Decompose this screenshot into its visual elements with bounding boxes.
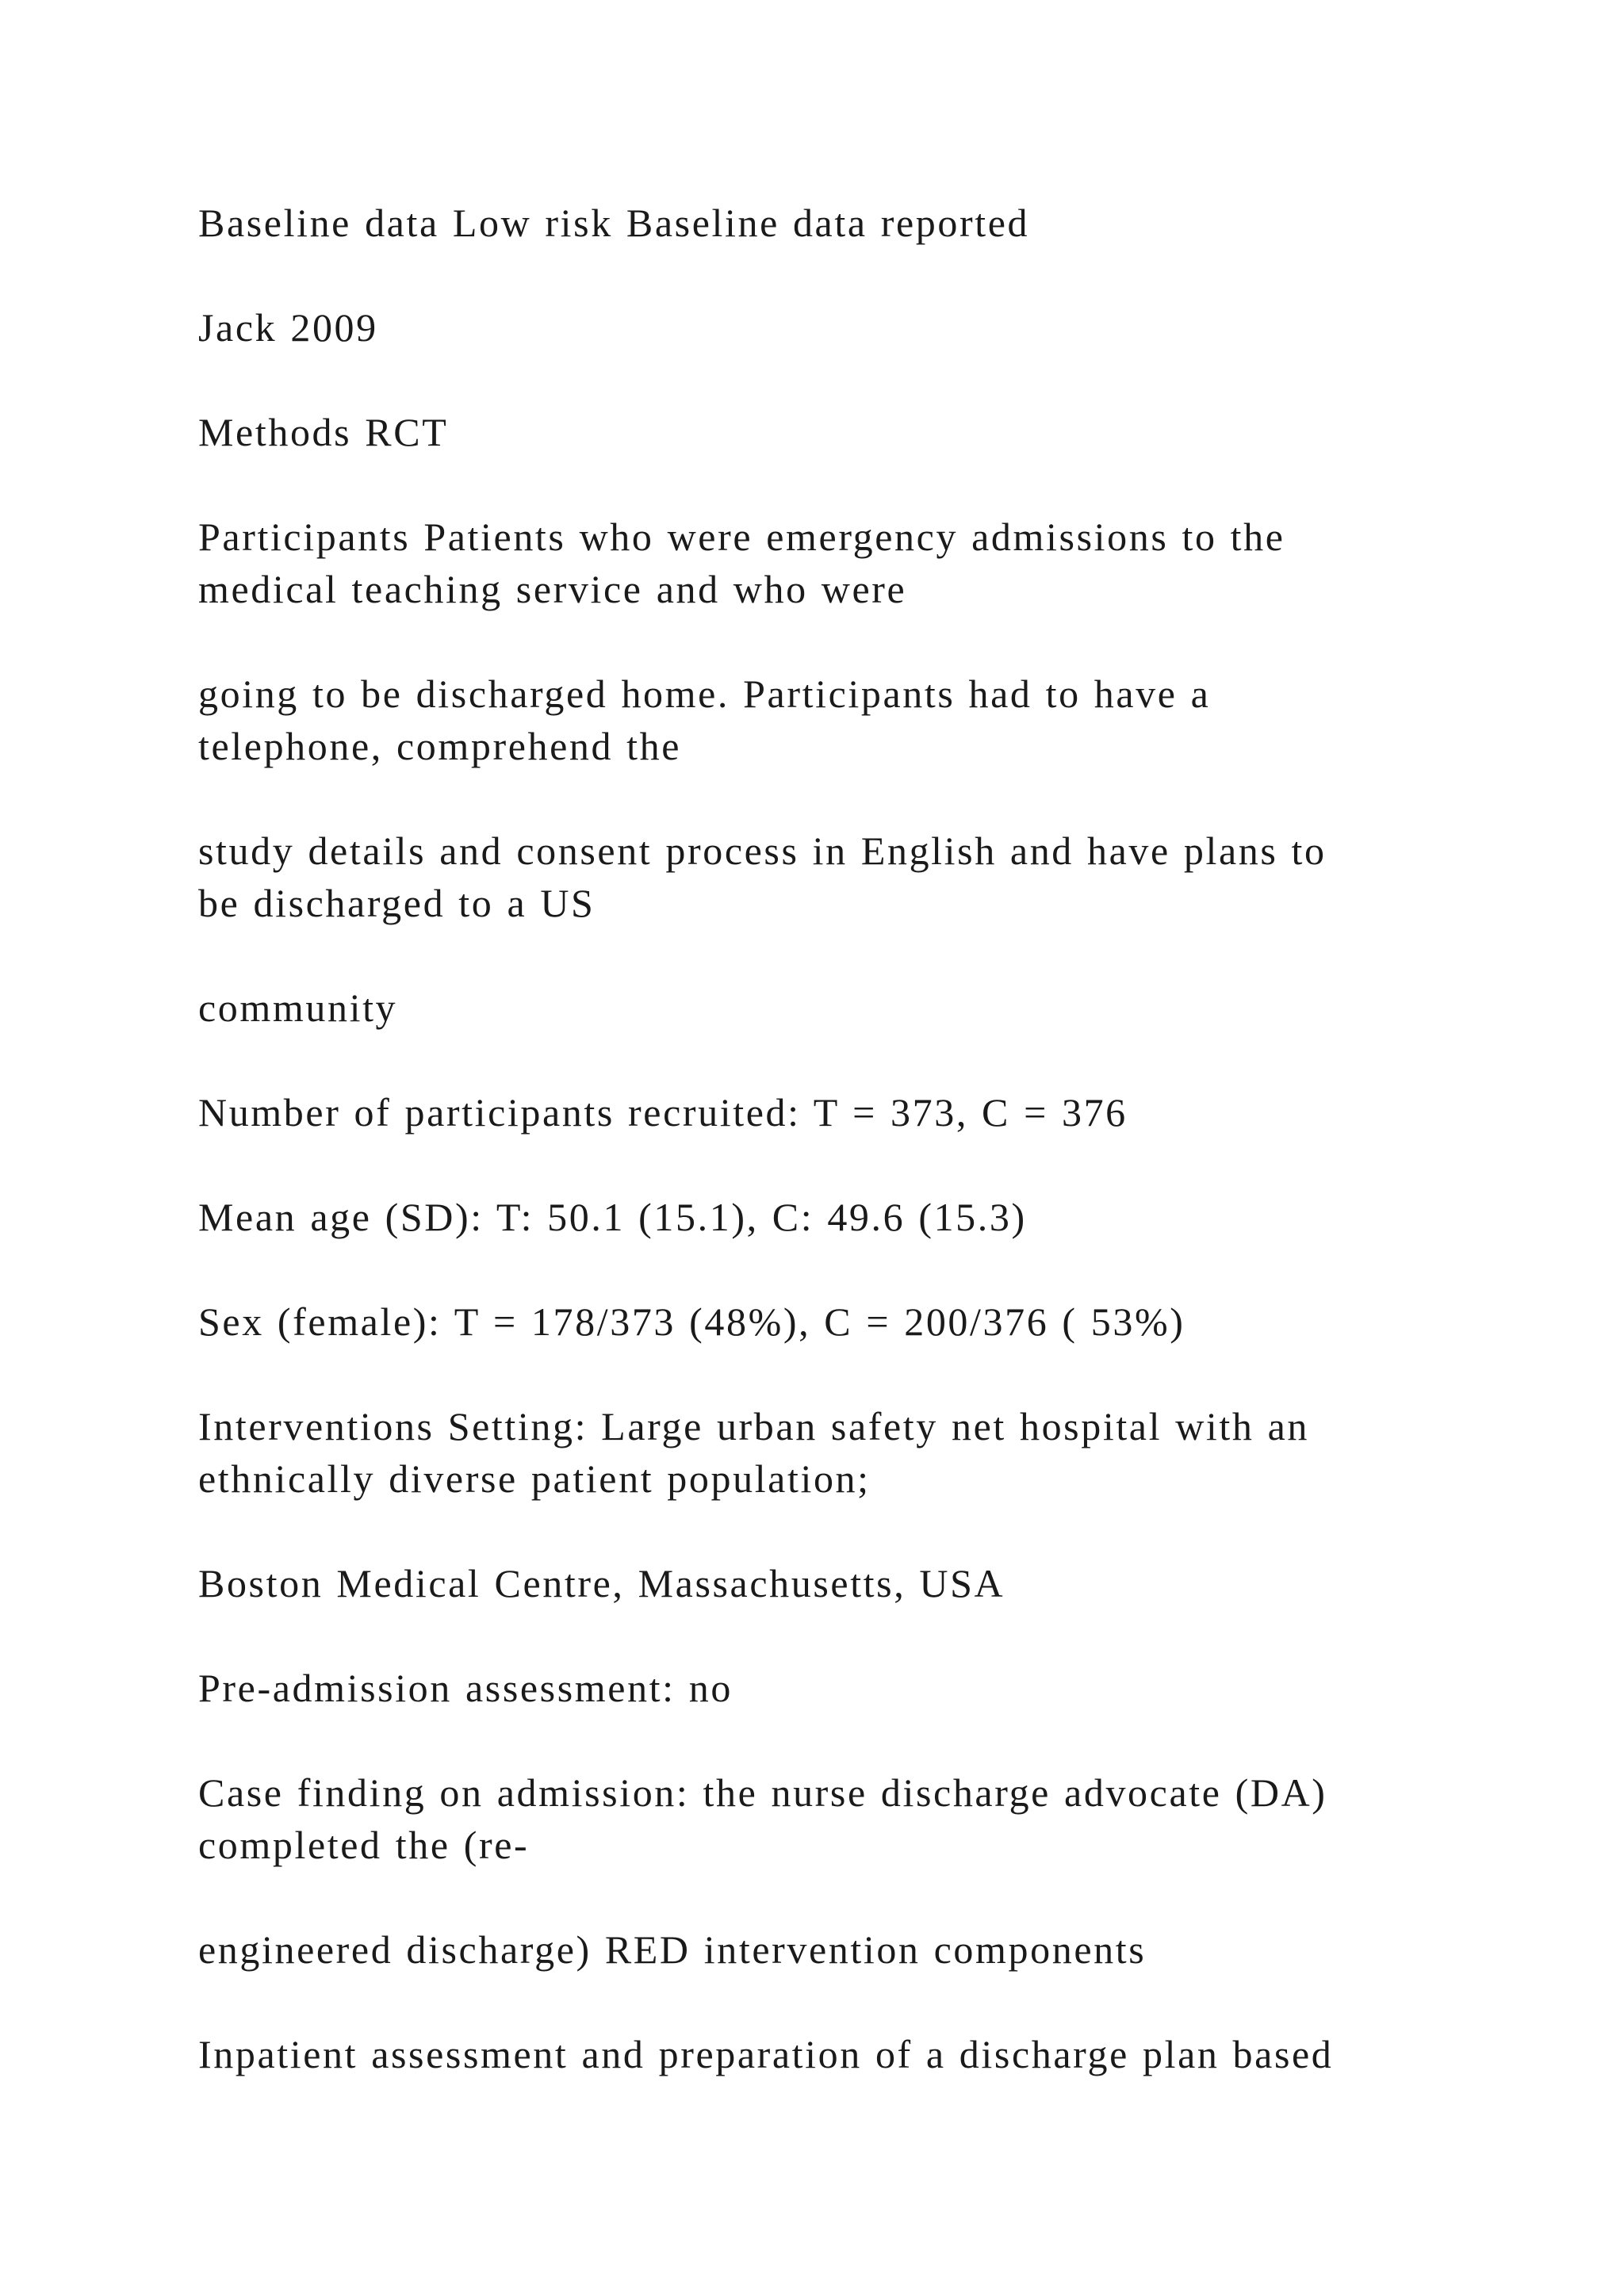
paragraph-number-recruited: Number of participants recruited: T = 373, C = 376 [198, 1090, 1128, 1135]
paragraph-participants-cont-3: community [198, 985, 398, 1030]
paragraph-interventions-setting: Interventions Setting: Large urban safety net hospital with an ethnically diverse patient population; [198, 1404, 1309, 1501]
paragraph-baseline-data: Baseline data Low risk Baseline data reported [198, 201, 1030, 245]
paragraph-participants-cont-1: going to be discharged home. Participants had to have a telephone, comprehend the [198, 672, 1211, 768]
paragraph-participants-cont-2: study details and consent process in English and have plans to be discharged to a US [198, 828, 1327, 925]
paragraph-pre-admission: Pre-admission assessment: no [198, 1666, 733, 1710]
paragraph-case-finding: Case finding on admission: the nurse discharge advocate (DA) completed the (re- [198, 1770, 1327, 1867]
paragraph-methods: Methods RCT [198, 410, 449, 454]
paragraph-mean-age: Mean age (SD): T: 50.1 (15.1), C: 49.6 (15.3) [198, 1195, 1027, 1239]
paragraph-study-name: Jack 2009 [198, 305, 378, 350]
paragraph-case-finding-cont: engineered discharge) RED intervention components [198, 1927, 1147, 1972]
paragraph-sex: Sex (female): T = 178/373 (48%), C = 200/376 ( 53%) [198, 1299, 1185, 1344]
paragraph-inpatient-assessment: Inpatient assessment and preparation of a discharge plan based [198, 2032, 1334, 2076]
paragraph-location: Boston Medical Centre, Massachusetts, USA [198, 1561, 1005, 1605]
paragraph-participants: Participants Patients who were emergency admissions to the medical teaching service and who were [198, 515, 1285, 611]
